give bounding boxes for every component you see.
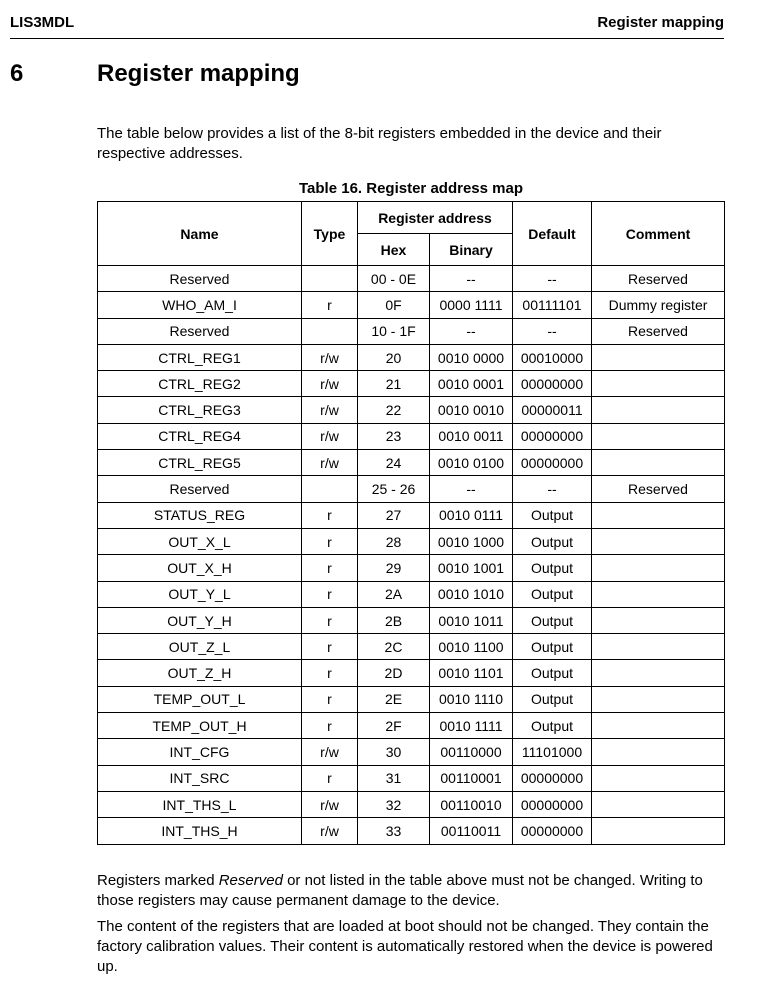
cell-binary: 0010 0010 (430, 397, 513, 423)
table-caption: Table 16. Register address map (299, 180, 523, 197)
cell-comment (592, 397, 725, 423)
cell-name: TEMP_OUT_L (98, 686, 302, 712)
cell-default: 11101000 (513, 739, 592, 765)
header-default: Default (513, 202, 592, 266)
cell-binary: 00110001 (430, 765, 513, 791)
cell-name: TEMP_OUT_H (98, 713, 302, 739)
table-row (98, 528, 725, 554)
cell-type: r/w (302, 818, 358, 844)
cell-binary: 0010 0000 (430, 344, 513, 370)
cell-name: CTRL_REG4 (98, 423, 302, 449)
table-row (98, 791, 725, 817)
cell-default: 00010000 (513, 344, 592, 370)
table-row (98, 818, 725, 844)
cell-name: Reserved (98, 266, 302, 292)
cell-hex: 22 (358, 397, 430, 423)
cell-name: CTRL_REG2 (98, 371, 302, 397)
cell-comment (592, 686, 725, 712)
cell-default: Output (513, 502, 592, 528)
cell-comment (592, 739, 725, 765)
cell-binary: 0010 1000 (430, 528, 513, 554)
reserved-note-suffix: or not listed in the table above must not be changed. Writing to those registers may cause permanent damage to the device. (97, 872, 703, 909)
table-row (98, 344, 725, 370)
cell-name: CTRL_REG1 (98, 344, 302, 370)
cell-name: Reserved (98, 318, 302, 344)
cell-type: r (302, 502, 358, 528)
cell-default: 00000000 (513, 371, 592, 397)
cell-hex: 2B (358, 607, 430, 633)
cell-default: 00000000 (513, 818, 592, 844)
cell-hex: 29 (358, 555, 430, 581)
cell-type: r/w (302, 791, 358, 817)
page-header (10, 8, 724, 39)
table-row (98, 318, 725, 344)
cell-default: -- (513, 266, 592, 292)
cell-comment (592, 818, 725, 844)
table-row (98, 713, 725, 739)
cell-default: 00000000 (513, 765, 592, 791)
cell-hex: 32 (358, 791, 430, 817)
cell-type: r (302, 686, 358, 712)
cell-name: OUT_Y_H (98, 607, 302, 633)
cell-type: r (302, 607, 358, 633)
cell-binary: 00110000 (430, 739, 513, 765)
table-row (98, 555, 725, 581)
cell-name: INT_CFG (98, 739, 302, 765)
cell-comment (592, 634, 725, 660)
cell-default: 00000000 (513, 423, 592, 449)
boot-note: The content of the registers that are loaded at boot should not be changed. They contain the factory calibration values. Their content is automatically restored when the device is powered up. (97, 918, 713, 975)
header-binary: Binary (430, 234, 513, 266)
cell-comment (592, 660, 725, 686)
cell-binary: 0010 0100 (430, 450, 513, 476)
cell-hex: 2F (358, 713, 430, 739)
cell-comment (592, 791, 725, 817)
cell-name: INT_THS_L (98, 791, 302, 817)
cell-name: STATUS_REG (98, 502, 302, 528)
section-title: Register mapping (97, 60, 300, 87)
header-part-number: LIS3MDL (10, 14, 75, 31)
cell-type: r (302, 765, 358, 791)
cell-name: WHO_AM_I (98, 292, 302, 318)
table-row (98, 371, 725, 397)
cell-name: INT_THS_H (98, 818, 302, 844)
cell-default: Output (513, 607, 592, 633)
cell-hex: 10 - 1F (358, 318, 430, 344)
table-row (98, 397, 725, 423)
table-row (98, 502, 725, 528)
cell-hex: 30 (358, 739, 430, 765)
cell-binary: -- (430, 476, 513, 502)
cell-comment (592, 344, 725, 370)
table-row (98, 686, 725, 712)
cell-binary: 0010 1010 (430, 581, 513, 607)
cell-type: r (302, 713, 358, 739)
header-section-title: Register mapping (597, 14, 724, 31)
cell-type: r/w (302, 450, 358, 476)
header-name: Name (98, 202, 302, 266)
cell-type: r/w (302, 344, 358, 370)
cell-name: Reserved (98, 476, 302, 502)
cell-binary: 0010 1111 (430, 713, 513, 739)
header-comment: Comment (592, 202, 725, 266)
table-row (98, 765, 725, 791)
cell-hex: 00 - 0E (358, 266, 430, 292)
cell-name: OUT_Y_L (98, 581, 302, 607)
cell-hex: 0F (358, 292, 430, 318)
cell-hex: 2E (358, 686, 430, 712)
table-row (98, 266, 725, 292)
cell-hex: 2C (358, 634, 430, 660)
table-row (98, 634, 725, 660)
register-map-table (97, 201, 725, 845)
cell-type: r/w (302, 397, 358, 423)
table-row (98, 476, 725, 502)
cell-binary: 0010 0111 (430, 502, 513, 528)
cell-name: INT_SRC (98, 765, 302, 791)
header-register-address: Register address (358, 202, 513, 234)
cell-default: Output (513, 686, 592, 712)
cell-binary: 00110011 (430, 818, 513, 844)
cell-binary: 0010 1011 (430, 607, 513, 633)
cell-type (302, 318, 358, 344)
cell-hex: 24 (358, 450, 430, 476)
cell-comment (592, 371, 725, 397)
table-row (98, 292, 725, 318)
cell-comment (592, 450, 725, 476)
cell-default: Output (513, 713, 592, 739)
cell-type: r (302, 292, 358, 318)
header-hex: Hex (358, 234, 430, 266)
cell-comment (592, 607, 725, 633)
cell-default: 00000000 (513, 791, 592, 817)
cell-type: r (302, 581, 358, 607)
register-rows (98, 266, 725, 845)
cell-hex: 2D (358, 660, 430, 686)
table-row (98, 607, 725, 633)
cell-name: CTRL_REG5 (98, 450, 302, 476)
cell-hex: 20 (358, 344, 430, 370)
cell-binary: 0000 1111 (430, 292, 513, 318)
cell-default: Output (513, 555, 592, 581)
table-row (98, 423, 725, 449)
cell-name: OUT_X_L (98, 528, 302, 554)
table-row (98, 450, 725, 476)
cell-hex: 25 - 26 (358, 476, 430, 502)
cell-comment (592, 423, 725, 449)
cell-type (302, 476, 358, 502)
cell-type (302, 266, 358, 292)
cell-name: OUT_Z_H (98, 660, 302, 686)
cell-type: r/w (302, 423, 358, 449)
cell-binary: 0010 0011 (430, 423, 513, 449)
cell-hex: 21 (358, 371, 430, 397)
cell-default: -- (513, 318, 592, 344)
cell-binary: 0010 1001 (430, 555, 513, 581)
cell-binary: 0010 1100 (430, 634, 513, 660)
cell-comment: Dummy register (592, 292, 725, 318)
intro-paragraph: The table below provides a list of the 8-bit registers embedded in the device and their respective addresses. (97, 125, 662, 162)
cell-comment: Reserved (592, 266, 725, 292)
cell-hex: 27 (358, 502, 430, 528)
cell-binary: 00110010 (430, 791, 513, 817)
cell-default: -- (513, 476, 592, 502)
cell-hex: 33 (358, 818, 430, 844)
table-row (98, 660, 725, 686)
cell-default: 00000000 (513, 450, 592, 476)
table-row (98, 739, 725, 765)
cell-comment: Reserved (592, 318, 725, 344)
cell-default: Output (513, 634, 592, 660)
cell-comment (592, 765, 725, 791)
cell-default: 00111101 (513, 292, 592, 318)
cell-binary: 0010 1101 (430, 660, 513, 686)
cell-hex: 28 (358, 528, 430, 554)
cell-default: Output (513, 581, 592, 607)
section-number: 6 (10, 60, 24, 87)
cell-comment (592, 502, 725, 528)
cell-name: OUT_X_H (98, 555, 302, 581)
reserved-note-emphasis: Reserved (218, 872, 283, 889)
cell-default: 00000011 (513, 397, 592, 423)
cell-default: Output (513, 528, 592, 554)
table-row (98, 581, 725, 607)
cell-name: CTRL_REG3 (98, 397, 302, 423)
cell-hex: 2A (358, 581, 430, 607)
cell-comment (592, 581, 725, 607)
cell-comment: Reserved (592, 476, 725, 502)
cell-binary: -- (430, 266, 513, 292)
cell-hex: 23 (358, 423, 430, 449)
header-type: Type (302, 202, 358, 266)
cell-type: r/w (302, 371, 358, 397)
cell-type: r (302, 528, 358, 554)
cell-hex: 31 (358, 765, 430, 791)
cell-type: r/w (302, 739, 358, 765)
reserved-note-prefix: Registers marked (97, 872, 219, 889)
cell-comment (592, 528, 725, 554)
cell-binary: 0010 0001 (430, 371, 513, 397)
cell-comment (592, 555, 725, 581)
cell-type: r (302, 660, 358, 686)
cell-name: OUT_Z_L (98, 634, 302, 660)
cell-type: r (302, 555, 358, 581)
cell-comment (592, 713, 725, 739)
cell-binary: -- (430, 318, 513, 344)
cell-default: Output (513, 660, 592, 686)
cell-binary: 0010 1110 (430, 686, 513, 712)
cell-type: r (302, 634, 358, 660)
reserved-note (97, 871, 729, 911)
